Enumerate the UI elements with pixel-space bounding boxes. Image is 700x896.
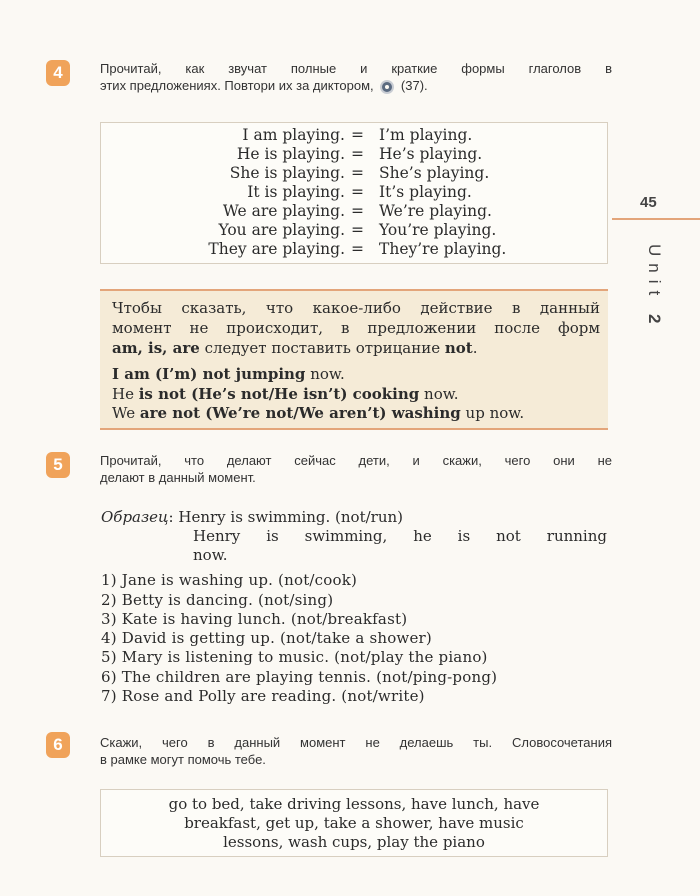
short-form: We’re playing. xyxy=(379,202,492,220)
phrase-line: lessons, wash cups, play the piano xyxy=(223,833,485,851)
note-bold: is not (He’s not/He isn’t) cooking xyxy=(138,385,420,403)
full-form: We are playing. xyxy=(222,202,345,220)
contraction-table xyxy=(100,122,608,264)
note-text: now. xyxy=(305,365,345,383)
note-example xyxy=(112,365,600,384)
exercise-5-instruction xyxy=(100,452,612,486)
full-form: They are playing. xyxy=(208,240,345,258)
full-form: You are playing. xyxy=(218,221,345,239)
full-form: I am playing. xyxy=(242,126,345,144)
equals-sign: = xyxy=(351,221,364,239)
exercise-6-instruction xyxy=(100,734,612,768)
grammar-note xyxy=(100,289,608,430)
list-item: 1) Jane is washing up. (not/cook) xyxy=(101,571,358,589)
note-text: We xyxy=(112,404,140,422)
instruction-line: в рамке могут помочь тебе. xyxy=(100,752,266,767)
exercise-4-badge: 4 xyxy=(46,60,70,86)
exercise-4-instruction xyxy=(100,60,612,94)
phrase-line: go to bed, take driving lessons, have lunch, have xyxy=(168,795,540,813)
list-item: 2) Betty is dancing. (not/sing) xyxy=(101,591,334,609)
equals-sign: = xyxy=(351,145,364,163)
example-answer: Henry is swimming, he is not running xyxy=(193,527,607,545)
list-item: 4) David is getting up. (not/take a shower) xyxy=(101,629,432,647)
example-given: Henry is swimming. (not/run) xyxy=(178,508,404,526)
audio-track-number: (37). xyxy=(400,78,428,93)
note-line xyxy=(112,339,600,358)
phrase-box xyxy=(100,789,608,857)
equals-sign: = xyxy=(351,240,364,258)
equals-sign: = xyxy=(351,164,364,182)
example-colon: : xyxy=(168,508,174,526)
equals-sign: = xyxy=(351,126,364,144)
note-bold: not xyxy=(444,339,473,357)
full-form: She is playing. xyxy=(229,164,345,182)
list-item: 6) The children are playing tennis. (not/ping-pong) xyxy=(101,668,498,686)
margin-rule xyxy=(612,218,700,220)
equals-sign: = xyxy=(351,202,364,220)
unit-word: Unit xyxy=(645,244,664,303)
short-form: She’s playing. xyxy=(379,164,490,182)
instruction-line: Прочитай, что делают сейчас дети, и скажи, чего они не xyxy=(100,453,612,468)
list-item: 7) Rose and Polly are reading. (not/write) xyxy=(101,687,425,705)
note-text: He xyxy=(112,385,139,403)
exercise-6-badge: 6 xyxy=(46,732,70,758)
instruction-line: Скажи, чего в данный момент не делаешь ты. Словосочетания xyxy=(100,735,612,750)
note-bold: I am (I’m) not jumping xyxy=(112,365,306,383)
exercise-5-badge: 5 xyxy=(46,452,70,478)
instruction-line xyxy=(100,77,612,94)
full-form: It is playing. xyxy=(247,183,345,201)
note-text: up now. xyxy=(460,404,525,422)
note-line: Чтобы сказать, что какое-либо действие в данный xyxy=(112,299,600,317)
list-item: 5) Mary is listening to music. (not/play the piano) xyxy=(101,648,488,666)
short-form: They’re playing. xyxy=(379,240,507,258)
example-answer: now. xyxy=(193,546,228,564)
list-item: 3) Kate is having lunch. (not/breakfast) xyxy=(101,610,408,628)
short-form: You’re playing. xyxy=(379,221,497,239)
note-line: момент не происходит, в предложении после форм xyxy=(112,319,600,337)
instruction-text: этих предложениях. Повтори их за диктором, xyxy=(100,78,374,93)
note-text: now. xyxy=(419,385,459,403)
instruction-line: Прочитай, как звучат полные и краткие формы глаголов в xyxy=(100,61,612,76)
full-form: He is playing. xyxy=(236,145,345,163)
table-row xyxy=(101,164,607,183)
table-row xyxy=(101,126,607,145)
audio-cd-icon xyxy=(380,80,394,94)
note-text: следует поставить отрицание xyxy=(199,339,445,357)
table-row xyxy=(101,202,607,221)
phrase-line: breakfast, get up, take a shower, have music xyxy=(184,814,524,832)
note-example xyxy=(112,404,600,423)
instruction-line: делают в данный момент. xyxy=(100,470,256,485)
page-number: 45 xyxy=(640,194,657,211)
note-example xyxy=(112,385,600,404)
equals-sign: = xyxy=(351,183,364,201)
unit-label xyxy=(642,244,664,330)
table-row xyxy=(101,183,607,202)
unit-number: 2 xyxy=(645,313,664,331)
example-label: Образец xyxy=(101,508,169,526)
note-text: . xyxy=(472,339,478,357)
short-form: It’s playing. xyxy=(379,183,472,201)
short-form: I’m playing. xyxy=(379,126,473,144)
table-row xyxy=(101,240,607,259)
note-bold: am, is, are xyxy=(112,339,200,357)
example-line xyxy=(101,508,403,527)
note-bold: are not (We’re not/We aren’t) washing xyxy=(139,404,461,422)
short-form: He’s playing. xyxy=(379,145,483,163)
table-row xyxy=(101,221,607,240)
table-row xyxy=(101,145,607,164)
